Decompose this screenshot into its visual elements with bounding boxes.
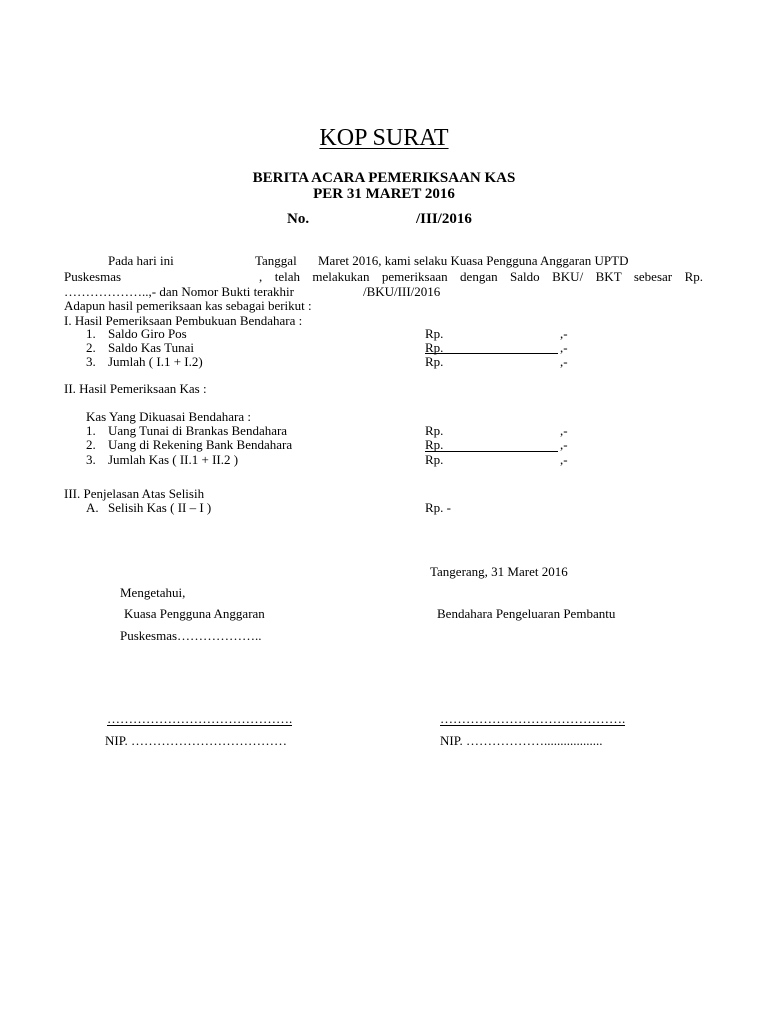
sum-line	[425, 353, 558, 354]
item-rp: Rp.	[425, 340, 444, 355]
item-number: 3.	[86, 354, 96, 369]
left-signer-title: Kuasa Pengguna Anggaran	[124, 606, 265, 621]
intro-text: Tanggal	[255, 253, 297, 268]
document-number-suffix: /III/2016	[416, 211, 472, 227]
kop-surat-heading: KOP SURAT	[319, 125, 449, 151]
item-label: Uang Tunai di Brankas Bendahara	[108, 423, 288, 438]
item-rp: Rp.	[425, 423, 444, 438]
intro-text: Puskesmas	[64, 269, 122, 284]
item-label: Jumlah ( I.1 + I.2)	[108, 354, 203, 369]
item-suffix: ,-	[560, 437, 568, 452]
item-suffix: ,-	[560, 340, 568, 355]
intro-text: Adapun hasil pemeriksaan kas sebagai berikut :	[64, 298, 312, 313]
item-label: Jumlah Kas ( II.1 + II.2 )	[108, 452, 239, 467]
sum-line	[425, 451, 558, 452]
item-suffix: ,-	[560, 452, 568, 467]
section-heading: III. Penjelasan Atas Selisih	[64, 486, 205, 501]
mengetahui-label: Mengetahui,	[120, 585, 186, 600]
item-value: Rp. -	[425, 500, 451, 515]
item-number: 1.	[86, 423, 96, 438]
item-suffix: ,-	[560, 423, 568, 438]
item-rp: Rp.	[425, 326, 444, 341]
item-rp: Rp.	[425, 437, 444, 452]
item-number: 3.	[86, 452, 96, 467]
item-number: A.	[86, 500, 99, 515]
intro-text: Pada hari ini	[108, 253, 174, 268]
document-title: BERITA ACARA PEMERIKSAAN KAS	[252, 170, 516, 186]
left-signer-name: …………………………………….	[107, 711, 293, 726]
item-rp: Rp.	[425, 354, 444, 369]
item-label: Saldo Giro Pos	[108, 326, 187, 341]
right-signer-nip: NIP. ………………..................	[440, 733, 603, 748]
document-number-label: No.	[287, 211, 310, 227]
left-signer-nip: NIP. ………………………………	[105, 733, 288, 748]
item-label: Selisih Kas ( II – I )	[108, 500, 212, 515]
right-signer-title: Bendahara Pengeluaran Pembantu	[437, 606, 616, 621]
item-number: 2.	[86, 340, 96, 355]
section-heading: I. Hasil Pemeriksaan Pembukuan Bendahara :	[64, 313, 303, 328]
document-subtitle: PER 31 MARET 2016	[313, 186, 455, 202]
item-label: Saldo Kas Tunai	[108, 340, 194, 355]
item-number: 1.	[86, 326, 96, 341]
item-rp: Rp.	[425, 452, 444, 467]
item-number: 2.	[86, 437, 96, 452]
item-suffix: ,-	[560, 326, 568, 341]
section-subheading: Kas Yang Dikuasai Bendahara :	[86, 409, 251, 424]
right-signer-name: …………………………………….	[440, 711, 626, 726]
left-signer-org: Puskesmas………………..	[120, 628, 262, 643]
intro-text: , telah melakukan pemeriksaan dengan Saldo BKU/ BKT sebesar Rp.	[259, 269, 703, 284]
intro-text: Maret 2016, kami selaku Kuasa Pengguna Anggaran UPTD	[318, 253, 629, 268]
section-heading: II. Hasil Pemeriksaan Kas :	[64, 381, 207, 396]
item-suffix: ,-	[560, 354, 568, 369]
item-label: Uang di Rekening Bank Bendahara	[108, 437, 293, 452]
intro-text: ………………..,- dan Nomor Bukti terakhir	[64, 284, 294, 299]
intro-text: /BKU/III/2016	[363, 284, 441, 299]
place-date: Tangerang, 31 Maret 2016	[430, 564, 568, 579]
